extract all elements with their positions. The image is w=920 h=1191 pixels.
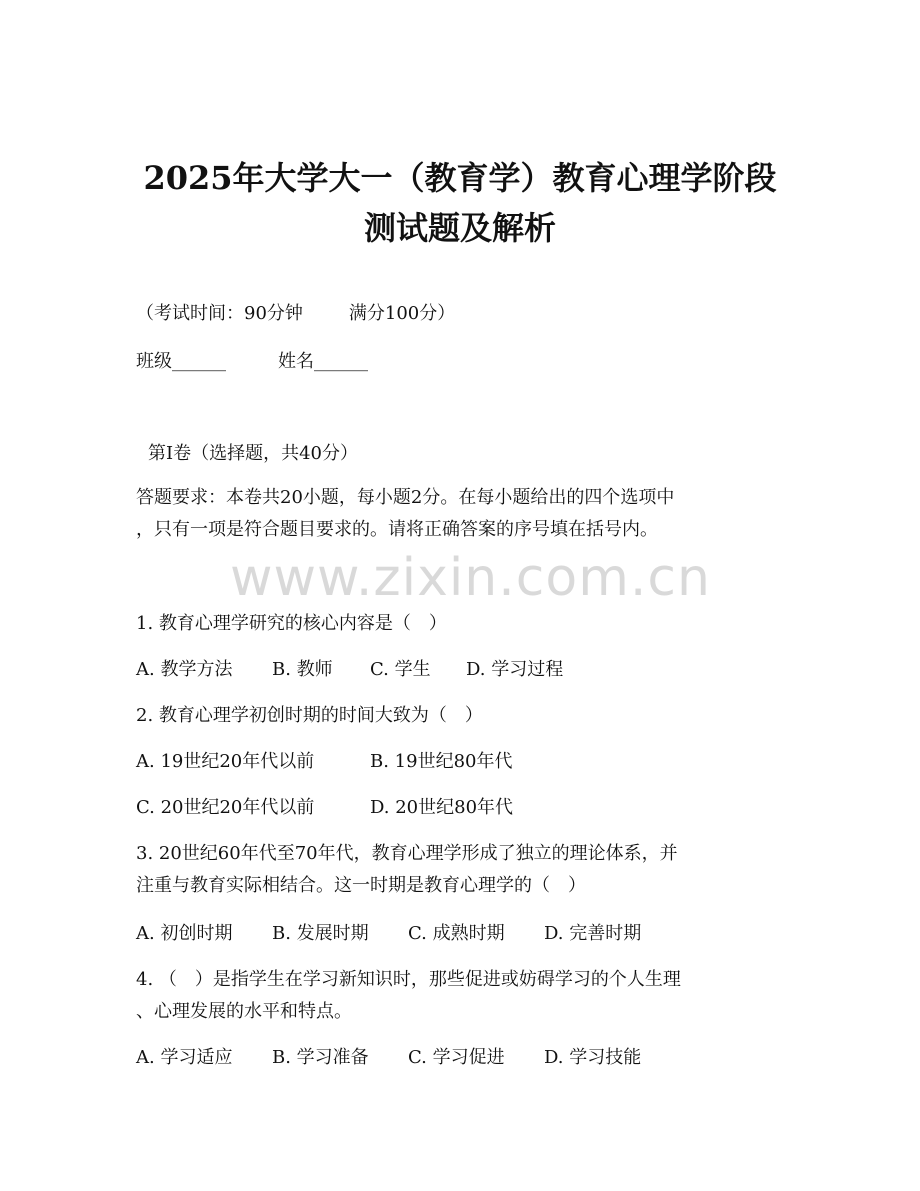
option-d: D. 完善时期 [544, 923, 642, 944]
question-1-options [136, 658, 796, 682]
question-2-options-row-2 [136, 796, 796, 820]
question-2-options-row-1 [136, 750, 796, 774]
student-info [136, 350, 796, 374]
option-c: C. 成熟时期 [408, 923, 505, 944]
question-4-options [136, 1046, 796, 1070]
section-title: 第I卷（选择题，共40分） [148, 443, 359, 464]
document-title-line-1: 2025年大学大一（教育学）教育心理学阶段 [143, 159, 777, 197]
option-b: B. 19世纪80年代 [370, 751, 513, 772]
question-4-stem-line-1: 4. （ ）是指学生在学习新知识时，那些促进或妨碍学习的个人生理 [136, 969, 681, 990]
option-b: B. 发展时期 [272, 923, 369, 944]
question-3-stem-line-2: 注重与教育实际相结合。这一时期是教育心理学的（ ） [136, 875, 586, 896]
option-b: B. 教师 [272, 659, 333, 680]
option-b: B. 学习准备 [272, 1047, 369, 1068]
instructions-line-2: ，只有一项是符合题目要求的。请将正确答案的序号填在括号内。 [136, 519, 658, 540]
watermark: www.zixin.com.cn [230, 548, 711, 608]
exam-info [136, 302, 796, 326]
option-a: A. 19世纪20年代以前 [136, 751, 315, 772]
option-c: C. 20世纪20年代以前 [136, 797, 315, 818]
exam-time: （考试时间：90分钟 [136, 303, 303, 324]
option-a: A. 初创时期 [136, 923, 233, 944]
question-2-stem: 2. 教育心理学初创时期的时间大致为（ ） [136, 705, 483, 726]
option-a: A. 教学方法 [136, 659, 233, 680]
question-1-stem: 1. 教育心理学研究的核心内容是（ ） [136, 613, 447, 634]
question-3-options [136, 922, 796, 946]
instructions-line-1: 答题要求：本卷共20小题，每小题2分。在每小题给出的四个选项中 [136, 487, 675, 508]
option-d: D. 学习过程 [466, 659, 564, 680]
option-a: A. 学习适应 [136, 1047, 233, 1068]
option-c: C. 学习促进 [408, 1047, 505, 1068]
option-d: D. 20世纪80年代 [370, 797, 514, 818]
name-field: 姓名______ [278, 351, 368, 372]
question-3-stem-line-1: 3. 20世纪60年代至70年代，教育心理学形成了独立的理论体系，并 [136, 843, 678, 864]
exam-full-score: 满分100分） [348, 303, 456, 324]
question-4-stem-line-2: 、心理发展的水平和特点。 [136, 1001, 352, 1022]
class-field: 班级______ [136, 351, 226, 372]
document-title-line-2: 测试题及解析 [363, 209, 556, 247]
option-d: D. 学习技能 [544, 1047, 642, 1068]
option-c: C. 学生 [370, 659, 431, 680]
